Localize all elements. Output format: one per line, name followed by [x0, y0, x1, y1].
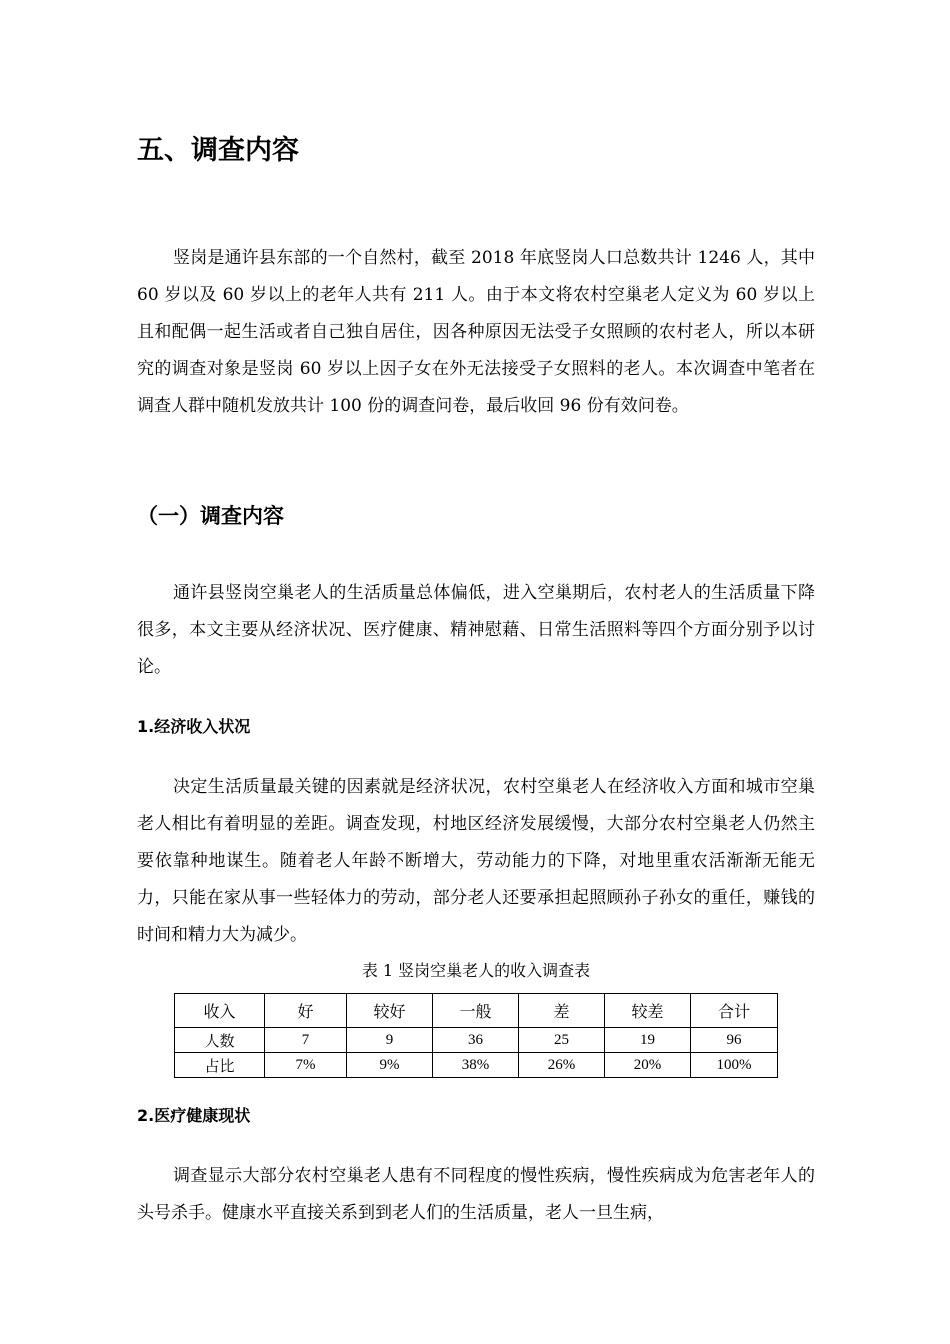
table-cell: 占比 — [175, 1053, 265, 1078]
item2-paragraph: 调查显示大部分农村空巢老人患有不同程度的慢性疾病，慢性疾病成为危害老年人的头号杀手。健康水平直接关系到到老人们的生活质量，老人一旦生病， — [137, 1166, 815, 1223]
table-header-cell: 合计 — [691, 994, 778, 1028]
section-title: 五、调查内容 — [137, 135, 299, 166]
item1-paragraph: 决定生活质量最关键的因素就是经济状况，农村空巢老人在经济收入方面和城市空巢老人相比有着明显的差距。调查发现，村地区经济发展缓慢，大部分农村空巢老人仍然主要依靠种地谋生。随着老人年龄不断增大，劳动能力的下降，对地里重农活渐渐无能无力，只能在家从事一些轻体力的劳动，部分老人还要承担起照顾孙子孙女的重任，赚钱的时间和精力大为减少。 — [137, 777, 815, 945]
table-cell: 9% — [347, 1053, 433, 1078]
table-cell: 26% — [519, 1053, 605, 1078]
item2-title: 2.医疗健康现状 — [137, 1106, 251, 1125]
table-header-cell: 较差 — [605, 994, 691, 1028]
table-cell: 20% — [605, 1053, 691, 1078]
subsection-title: （一）调查内容 — [137, 504, 284, 528]
table-header-cell: 一般 — [433, 994, 519, 1028]
table-cell: 7 — [265, 1028, 347, 1053]
table-header-cell: 收入 — [175, 994, 265, 1028]
table-header-cell: 差 — [519, 994, 605, 1028]
table-header-row — [175, 994, 778, 1028]
table-cell: 人数 — [175, 1028, 265, 1053]
table-header-cell: 好 — [265, 994, 347, 1028]
table-cell: 96 — [691, 1028, 778, 1053]
table-cell: 25 — [519, 1028, 605, 1053]
table-row — [175, 1053, 778, 1078]
table-cell: 100% — [691, 1053, 778, 1078]
table-header-cell: 较好 — [347, 994, 433, 1028]
item1-title: 1.经济收入状况 — [137, 717, 251, 736]
table-cell: 7% — [265, 1053, 347, 1078]
table-cell: 19 — [605, 1028, 691, 1053]
table-cell: 36 — [433, 1028, 519, 1053]
subsection-paragraph: 通许县竖岗空巢老人的生活质量总体偏低，进入空巢期后，农村老人的生活质量下降很多，本文主要从经济状况、医疗健康、精神慰藉、日常生活照料等四个方面分别予以讨论。 — [137, 583, 815, 677]
intro-paragraph: 竖岗是通许县东部的一个自然村，截至 2018 年底竖岗人口总数共计 1246 人，其中 60 岁以及 60 岁以上的老年人共有 211 人。由于本文将农村空巢老人定义为 60 岁以上且和配偶一起生活或者自己独自居住，因各种原因无法受子女照顾的农村老人，所以本研究的调查对象是竖岗 60 岁以上因子女在外无法接受子女照料的老人。本次调查中笔者在调查人群中随机发放共计 100 份的调查问卷，最后收回 96 份有效问卷。 — [137, 248, 815, 416]
table-caption: 表 1 竖岗空巢老人的收入调查表 — [361, 961, 591, 980]
income-survey-table — [174, 993, 778, 1078]
table-row — [175, 1028, 778, 1053]
table-cell: 9 — [347, 1028, 433, 1053]
table-cell: 38% — [433, 1053, 519, 1078]
